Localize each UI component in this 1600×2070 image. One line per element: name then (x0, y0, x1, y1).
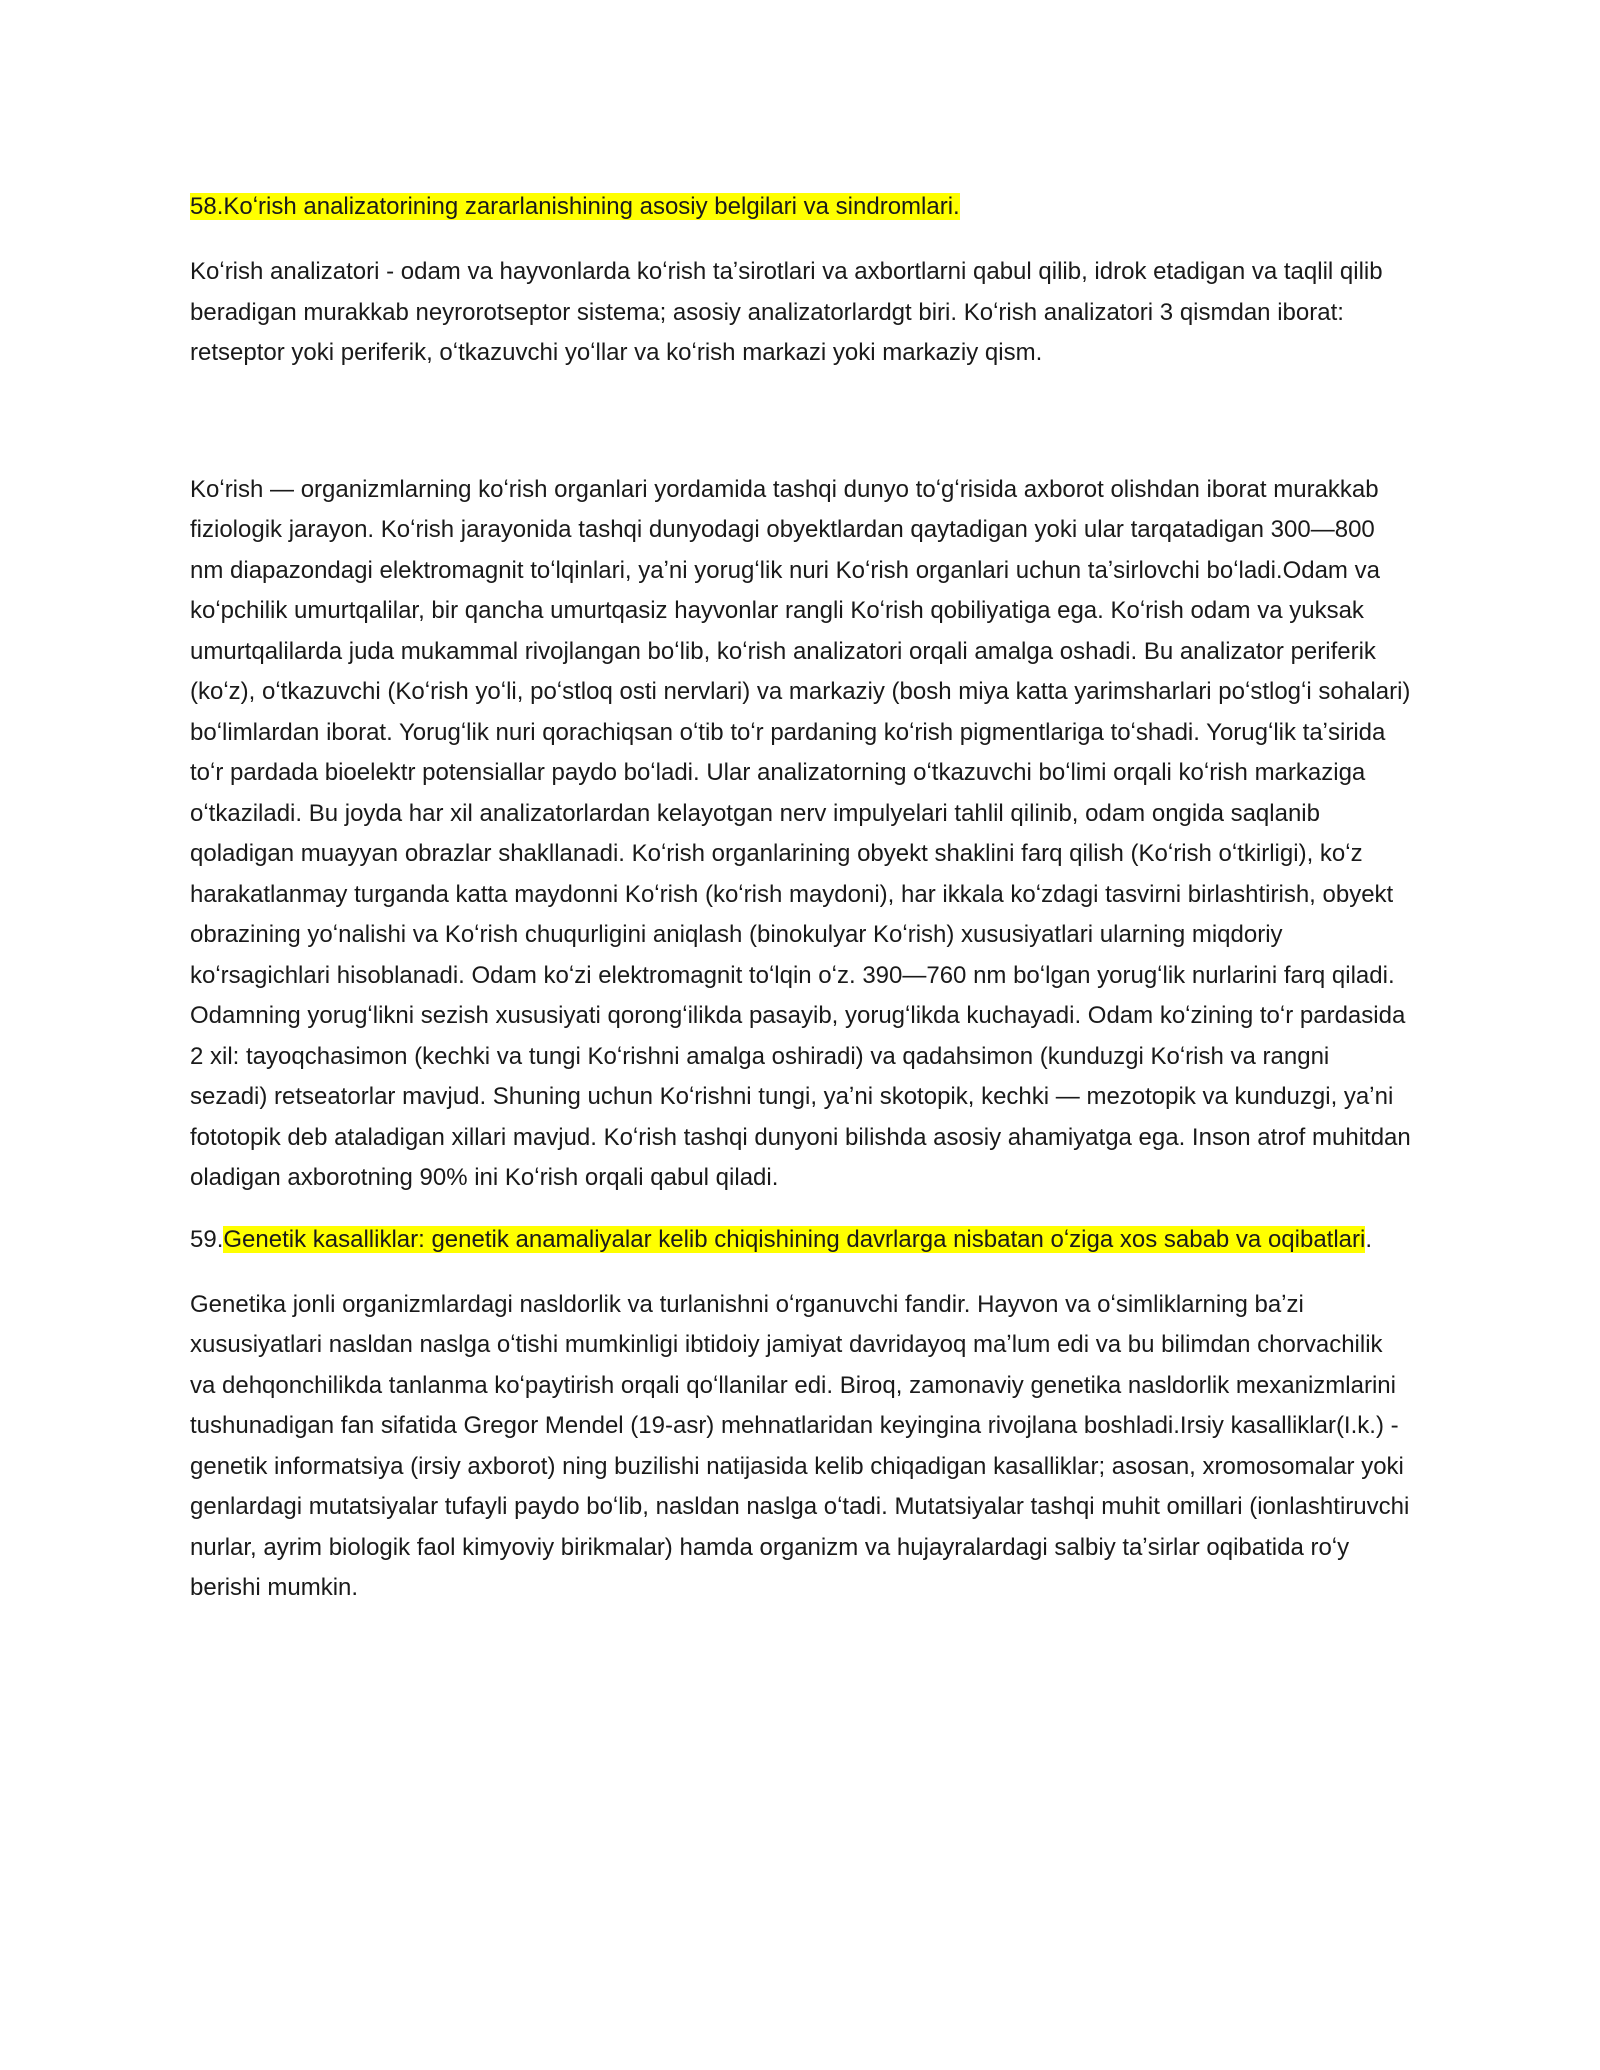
paragraph-spacer (190, 1199, 1412, 1219)
section-58-paragraph-2: Koʻrish — organizmlarning koʻrish organlari yordamida tashqi dunyo toʻgʻrisida axborot olishdan iborat murakkab fiziologik jarayon. Koʻrish jarayonida tashqi dunyodagi obyektlardan qaytadigan yoki ular tarqatadigan 300—800 nm diapazondagi elektromagnit toʻlqinlari, yaʼni yorugʻlik nuri Koʻrish organlari uchun taʼsirlovchi boʻladi.Odam va koʻpchilik umurtqalilar, bir qancha umurtqasiz hayvonlar rangli Koʻrish qobiliyatiga ega. Koʻrish odam va yuksak umurtqalilarda juda mukammal rivojlangan boʻlib, koʻrish analizatori orqali amalga oshadi. Bu analizator periferik (koʻz), oʻtkazuvchi (Koʻrish yoʻli, poʻstloq osti nervlari) va markaziy (bosh miya katta yarimsharlari poʻstlogʻi sohalari) boʻlimlardan iborat. Yorugʻlik nuri qorachiqsan oʻtib toʻr pardaning koʻrish pigmentlariga toʻshadi. Yorugʻlik taʼsirida toʻr pardada bioelektr potensiallar paydo boʻladi. Ular analizatorning oʻtkazuvchi boʻlimi orqali koʻrish markaziga oʻtkaziladi. Bu joyda har xil analizatorlardan kelayotgan nerv impulyelari tahlil qilinib, odam ongida saqlanib qoladigan muayyan obrazlar shakllanadi. Koʻrish organlarining obyekt shaklini farq qilish (Koʻrish oʻtkirligi), koʻz harakatlanmay turganda katta maydonni Koʻrish (koʻrish maydoni), har ikkala koʻzdagi tasvirni birlashtirish, obyekt obrazining yoʻnalishi va Koʻrish chuqurligini aniqlash (binokulyar Koʻrish) xususiyatlari ularning miqdoriy koʻrsagichlari hisoblanadi. Odam koʻzi elektromagnit toʻlqin oʻz. 390—760 nm boʻlgan yorugʻlik nurlarini farq qiladi. Odamning yorugʻlikni sezish xususiyati qorongʻilikda pasayib, yorugʻlikda kuchayadi. Odam koʻzining toʻr pardasida 2 xil: tayoqchasimon (kechki va tungi Koʻrishni amalga oshiradi) va qadahsimon (kunduzgi Koʻrish va rangni sezadi) retseatorlar mavjud. Shuning uchun Koʻrishni tungi, yaʼni skotopik, kechki — mezotopik va kunduzgi, yaʼni fototopik deb ataladigan xillari mavjud. Koʻrish tashqi dunyoni bilishda asosiy ahamiyatga ega. Inson atrof muhitdan oladigan axborotning 90% ini Koʻrish orqali qabul qiladi. (190, 475, 1411, 1191)
section-58-paragraph-1: Koʻrish analizatori - odam va hayvonlarda koʻrish taʼsirotlari va axbortlarni qabul qilib, idrok etadigan va taqlil qilib beradigan murakkab neyrorotseptor sistema; asosiy analizatorlardgt biri. Koʻrish analizatori 3 qismdan iborat: retseptor yoki periferik, oʻtkazuvchi yoʻllar va koʻrish markazi yoki markaziy qism. (190, 258, 1383, 366)
section-59-paragraph-1: Genetika jonli organizmlardagi nasldorlik va turlanishni oʻrganuvchi fandir. Hayvon va oʻsimliklarning baʼzi xususiyatlari nasldan naslga oʻtishi mumkinligi ibtidoiy jamiyat davridayoq maʼlum edi va bu bilimdan chorvachilik va dehqonchilikda tanlanma koʻpaytirish orqali qoʻllanilar edi. Biroq, zamonaviy genetika nasldorlik mexanizmlarini tushunadigan fan sifatida Gregor Mendel (19-asr) mehnatlaridan keyingina rivojlana boshladi.Irsiy kasalliklar(I.k.) - genetik informatsiya (irsiy axborot) ning buzilishi natijasida kelib chiqadigan kasalliklar; asosan, xromosomalar yoki genlardagi mutatsiyalar tufayli paydo boʻlib, nasldan naslga oʻtadi. Mutatsiyalar tashqi muhit omillari (ionlashtiruvchi nurlar, ayrim biologik faol kimyoviy birikmalar) hamda organizm va hujayralardagi salbiy taʼsirlar oqibatida roʻy berishi mumkin. (190, 1290, 1410, 1601)
paragraph-spacer (190, 374, 1412, 470)
section-59-heading-tail: . (1365, 1225, 1373, 1253)
section-58-heading-text: 58.Koʻrish analizatorining zararlanishining asosiy belgilari va sindromlari. (190, 193, 960, 220)
section-59-heading-number: 59. (190, 1225, 224, 1253)
section-59-heading (190, 1219, 1412, 1260)
section-59-heading-text: Genetik kasalliklar: genetik anamaliyalar kelib chiqishining davrlarga nisbatan oʻziga xos sabab va oqibatlari (223, 1225, 1366, 1253)
section-58-heading (190, 186, 1412, 227)
document-content (190, 186, 1412, 1609)
